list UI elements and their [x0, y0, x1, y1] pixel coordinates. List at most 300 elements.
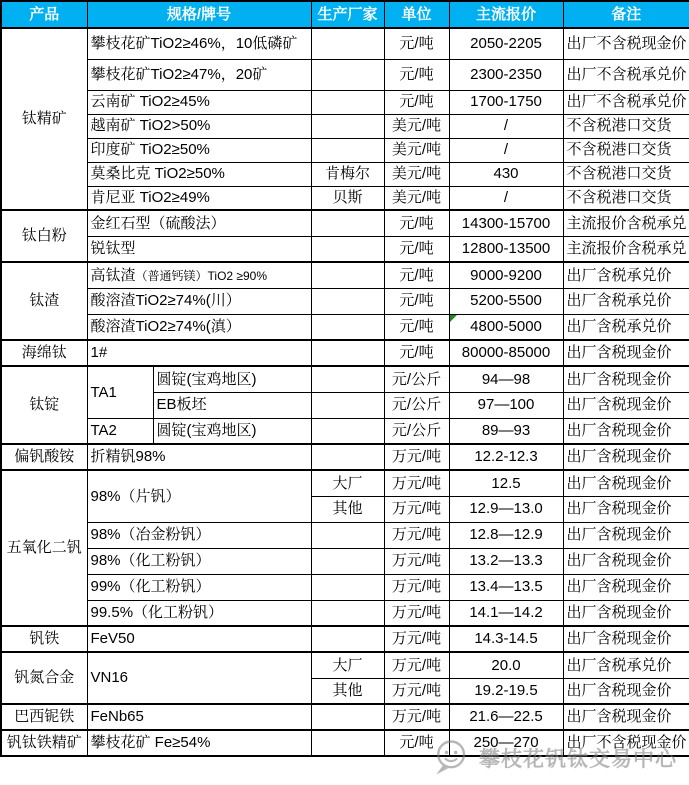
cell-text: 锐钛型 — [90, 240, 136, 258]
cell-producer — [311, 162, 384, 186]
cell-producer — [311, 314, 384, 340]
cell-text: 高钛渣 — [90, 266, 136, 284]
cell-price — [449, 210, 563, 236]
table-row — [1, 114, 689, 138]
cell-unit — [384, 314, 449, 340]
cell-text: 五氧化二钒 — [6, 539, 82, 557]
table-header — [1, 1, 689, 28]
table-row — [1, 704, 689, 730]
cell-producer — [311, 262, 384, 288]
cell-spec — [87, 340, 311, 366]
table-row — [1, 236, 689, 262]
cell-note — [563, 652, 689, 678]
cell-price — [449, 366, 563, 392]
cell-spec — [87, 262, 311, 288]
cell-producer — [311, 138, 384, 162]
col-header-label: 产品 — [29, 5, 60, 23]
cell-text: 钒铁 — [29, 630, 60, 648]
cell-unit — [384, 210, 449, 236]
cell-spec — [87, 314, 311, 340]
cell-text: 万元/吨 — [391, 500, 442, 518]
cell-note — [563, 186, 689, 210]
cell-note — [563, 704, 689, 730]
cell-producer — [311, 652, 384, 678]
cell-text: 98%（冶金粉钒） — [90, 526, 211, 544]
cell-product — [1, 28, 87, 210]
cell-text: 大厂 — [332, 656, 363, 674]
cell-unit — [384, 90, 449, 114]
col-header-product — [1, 1, 87, 28]
cell-text: 13.4—13.5 — [469, 578, 543, 596]
cell-producer — [311, 600, 384, 626]
cell-text: / — [503, 189, 509, 207]
cell-text: 4800-5000 — [470, 318, 542, 336]
cell-note — [563, 470, 689, 496]
cell-text: 肯尼亚 TiO2≥49% — [90, 189, 210, 207]
cell-producer — [311, 548, 384, 574]
cell-text: 出厂含税承兑价 — [566, 656, 672, 674]
cell-spec — [87, 28, 311, 59]
cell-producer — [311, 496, 384, 522]
cell-text: 出厂含税现金价 — [566, 604, 672, 622]
cell-text: 出厂含税现金价 — [566, 422, 672, 440]
cell-text: 美元/吨 — [391, 117, 442, 135]
cell-price — [449, 90, 563, 114]
cell-unit — [384, 340, 449, 366]
cell-text: 攀枝花矿TiO2≥47%，20矿 — [90, 65, 268, 83]
cell-spec-form — [153, 418, 311, 444]
cell-spec — [87, 162, 311, 186]
cell-text: 攀枝花矿TiO2≥46%，10低磷矿 — [90, 35, 298, 53]
cell-product — [1, 470, 87, 626]
cell-product — [1, 262, 87, 340]
cell-text: 酸溶渣TiO2≥74%(滇） — [90, 318, 241, 336]
table-row — [1, 28, 689, 59]
cell-note — [563, 162, 689, 186]
cell-price — [449, 678, 563, 704]
cell-spec — [87, 574, 311, 600]
cell-text: 14.3-14.5 — [474, 630, 538, 648]
cell-text: 出厂不含税现金价 — [566, 35, 687, 53]
cell-text: 酸溶渣TiO2≥74%(川） — [90, 292, 241, 310]
cell-unit — [384, 288, 449, 314]
col-header-label: 主流报价 — [476, 5, 537, 23]
cell-text: 出厂含税现金价 — [566, 708, 672, 726]
cell-spec — [87, 548, 311, 574]
cell-text: 钛精矿 — [21, 110, 67, 128]
cell-text: 97—100 — [477, 396, 535, 414]
col-header-label: 单位 — [401, 5, 432, 23]
cell-text: 元/吨 — [399, 93, 434, 111]
cell-note — [563, 90, 689, 114]
cell-unit — [384, 366, 449, 392]
cell-price — [449, 444, 563, 470]
cell-price — [449, 392, 563, 418]
cell-text: 越南矿 TiO2>50% — [90, 117, 211, 135]
cell-text: 元/吨 — [399, 65, 434, 83]
cell-spec — [87, 210, 311, 236]
cell-price — [449, 418, 563, 444]
cell-price — [449, 522, 563, 548]
cell-text: / — [503, 117, 509, 135]
table-row — [1, 600, 689, 626]
cell-spec — [87, 288, 311, 314]
cell-text: 9000-9200 — [470, 266, 542, 284]
cell-text: 1700-1750 — [470, 93, 542, 111]
cell-text: 美元/吨 — [391, 189, 442, 207]
table-row — [1, 522, 689, 548]
cell-note — [563, 678, 689, 704]
cell-note — [563, 522, 689, 548]
cell-text: 21.6—22.5 — [469, 708, 543, 726]
cell-price — [449, 652, 563, 678]
cell-note — [563, 626, 689, 652]
cell-text: 不含税港口交货 — [566, 141, 672, 159]
cell-text: 攀枝花矿 Fe≥54% — [90, 734, 211, 752]
cell-spec-grade — [87, 418, 153, 444]
cell-text: 出厂含税现金价 — [566, 682, 672, 700]
cell-text: / — [503, 141, 509, 159]
cell-text: 圆锭(宝鸡地区) — [156, 422, 257, 440]
cell-text: 2300-2350 — [470, 65, 542, 83]
cell-price — [449, 704, 563, 730]
cell-text: 98%（化工粉钒） — [90, 552, 211, 570]
cell-text: 元/公斤 — [391, 396, 442, 414]
cell-note — [563, 366, 689, 392]
cell-spec — [87, 522, 311, 548]
cell-text: 80000-85000 — [461, 344, 551, 362]
cell-text: 出厂不含税承兑价 — [566, 65, 687, 83]
cell-price — [449, 730, 563, 756]
table-row — [1, 652, 689, 678]
cell-text: 94—98 — [481, 370, 531, 388]
cell-unit — [384, 262, 449, 288]
table-row — [1, 162, 689, 186]
cell-text: 98%（片钒） — [90, 487, 181, 505]
table-row — [1, 314, 689, 340]
cell-note — [563, 418, 689, 444]
cell-text: 出厂含税现金价 — [566, 578, 672, 596]
cell-text: 出厂含税承兑价 — [566, 266, 672, 284]
cell-text: 金红石型（硫酸法） — [90, 214, 226, 232]
cell-text: 12.2-12.3 — [474, 448, 538, 466]
cell-text: 出厂含税承兑价 — [566, 292, 672, 310]
cell-text: 出厂含税现金价 — [566, 630, 672, 648]
cell-price — [449, 288, 563, 314]
cell-note — [563, 574, 689, 600]
cell-text: 99.5%（化工粉钒） — [90, 604, 224, 622]
cell-text: 出厂含税现金价 — [566, 526, 672, 544]
cell-text: VN16 — [90, 669, 129, 687]
table-row — [1, 340, 689, 366]
cell-text: TA2 — [90, 422, 117, 440]
cell-text: TA1 — [90, 383, 117, 401]
cell-text: 莫桑比克 TiO2≥50% — [90, 165, 225, 183]
cell-unit — [384, 496, 449, 522]
cell-text: 圆锭(宝鸡地区) — [156, 370, 257, 388]
cell-producer — [311, 114, 384, 138]
cell-note — [563, 444, 689, 470]
cell-text: 19.2-19.5 — [474, 682, 538, 700]
cell-spec — [87, 626, 311, 652]
col-header-unit — [384, 1, 449, 28]
cell-spec — [87, 600, 311, 626]
cell-note — [563, 548, 689, 574]
cell-text: 12.5 — [491, 474, 521, 492]
table-row — [1, 210, 689, 236]
cell-price — [449, 28, 563, 59]
cell-producer — [311, 418, 384, 444]
cell-price — [449, 600, 563, 626]
cell-text: 云南矿 TiO2≥45% — [90, 93, 210, 111]
cell-unit — [384, 392, 449, 418]
cell-product — [1, 210, 87, 262]
cell-text: 万元/吨 — [391, 474, 442, 492]
cell-text: 贝斯 — [332, 189, 363, 207]
cell-note — [563, 288, 689, 314]
cell-producer — [311, 288, 384, 314]
cell-text: 12800-13500 — [461, 240, 551, 258]
cell-text: 钛白粉 — [21, 227, 67, 245]
cell-text: 出厂含税承兑价 — [566, 318, 672, 336]
cell-producer — [311, 730, 384, 756]
cell-spec — [87, 59, 311, 90]
cell-text: 万元/吨 — [391, 578, 442, 596]
table-row — [1, 444, 689, 470]
cell-spec-form — [153, 366, 311, 392]
cell-unit — [384, 444, 449, 470]
cell-text: 250—270 — [473, 734, 539, 752]
cell-text: 出厂含税现金价 — [566, 474, 672, 492]
cell-text: 99%（化工粉钒） — [90, 578, 211, 596]
cell-product — [1, 730, 87, 756]
cell-producer — [311, 236, 384, 262]
cell-text: 20.0 — [491, 656, 521, 674]
cell-text: FeV50 — [90, 630, 135, 648]
cell-text: 美元/吨 — [391, 141, 442, 159]
cell-product — [1, 704, 87, 730]
cell-note — [563, 496, 689, 522]
cell-spec — [87, 652, 311, 704]
col-header-label: 备注 — [611, 5, 642, 23]
cell-note — [563, 340, 689, 366]
cell-producer — [311, 704, 384, 730]
cell-text: 万元/吨 — [391, 526, 442, 544]
col-header-note — [563, 1, 689, 28]
cell-text: 元/吨 — [399, 734, 434, 752]
cell-unit — [384, 418, 449, 444]
cell-unit — [384, 28, 449, 59]
cell-unit — [384, 704, 449, 730]
cell-unit — [384, 548, 449, 574]
cell-price — [449, 340, 563, 366]
cell-producer — [311, 444, 384, 470]
cell-text: 巴西铌铁 — [14, 708, 75, 726]
cell-note — [563, 392, 689, 418]
cell-text: 元/吨 — [399, 344, 434, 362]
cell-note — [563, 314, 689, 340]
table-row — [1, 626, 689, 652]
cell-producer — [311, 340, 384, 366]
cell-producer — [311, 574, 384, 600]
col-header-label: 生产厂家 — [317, 5, 378, 23]
cell-text: 2050-2205 — [470, 35, 542, 53]
table-row — [1, 730, 689, 756]
cell-unit — [384, 138, 449, 162]
cell-text: 12.9—13.0 — [469, 500, 543, 518]
cell-unit — [384, 59, 449, 90]
cell-text: 不含税港口交货 — [566, 189, 672, 207]
cell-text: 万元/吨 — [391, 682, 442, 700]
cell-text: 钛锭 — [29, 396, 60, 414]
cell-text: 万元/吨 — [391, 604, 442, 622]
cell-note — [563, 59, 689, 90]
cell-producer — [311, 626, 384, 652]
cell-spec — [87, 704, 311, 730]
table-body — [1, 28, 689, 756]
cell-text: 肯梅尔 — [325, 165, 371, 183]
cell-spec — [87, 444, 311, 470]
cell-text: 不含税港口交货 — [566, 165, 672, 183]
cell-producer — [311, 470, 384, 496]
cell-text-small: （普通钙镁）TiO2 ≥90% — [135, 268, 268, 283]
cell-note — [563, 730, 689, 756]
cell-unit — [384, 114, 449, 138]
cell-price — [449, 236, 563, 262]
cell-product — [1, 340, 87, 366]
cell-price — [449, 470, 563, 496]
header-row — [1, 1, 689, 28]
cell-unit — [384, 600, 449, 626]
cell-producer — [311, 522, 384, 548]
cell-text: 印度矿 TiO2≥50% — [90, 141, 210, 159]
cell-text: 元/吨 — [399, 266, 434, 284]
cell-price — [449, 496, 563, 522]
cell-text: 元/吨 — [399, 318, 434, 336]
col-header-spec — [87, 1, 311, 28]
cell-price — [449, 262, 563, 288]
cell-producer — [311, 28, 384, 59]
table-row — [1, 262, 689, 288]
cell-text: 钒氮合金 — [14, 669, 75, 687]
table-row — [1, 366, 689, 392]
cell-price — [449, 574, 563, 600]
cell-text: 元/公斤 — [391, 422, 442, 440]
cell-text: 美元/吨 — [391, 165, 442, 183]
table-row — [1, 418, 689, 444]
cell-text: 万元/吨 — [391, 448, 442, 466]
cell-text: 其他 — [332, 500, 363, 518]
cell-text: 1# — [90, 344, 108, 362]
cell-text: 万元/吨 — [391, 552, 442, 570]
cell-text: 出厂含税现金价 — [566, 448, 672, 466]
cell-spec — [87, 138, 311, 162]
cell-note — [563, 262, 689, 288]
cell-note — [563, 114, 689, 138]
cell-producer — [311, 59, 384, 90]
cell-product — [1, 366, 87, 444]
cell-text: 元/吨 — [399, 292, 434, 310]
cell-text: 出厂含税现金价 — [566, 344, 672, 362]
cell-text: 出厂不含税承兑价 — [566, 93, 687, 111]
cell-text: 出厂含税现金价 — [566, 370, 672, 388]
cell-text: 12.8—12.9 — [469, 526, 543, 544]
cell-producer — [311, 186, 384, 210]
cell-text: 万元/吨 — [391, 630, 442, 648]
cell-text: 折精钒98% — [90, 448, 166, 466]
cell-text: 钛渣 — [29, 292, 60, 310]
col-header-label: 规格/牌号 — [166, 5, 232, 23]
cell-note — [563, 138, 689, 162]
cell-price — [449, 548, 563, 574]
table-row — [1, 574, 689, 600]
cell-unit — [384, 162, 449, 186]
table-row — [1, 90, 689, 114]
cell-price — [449, 186, 563, 210]
cell-text: 出厂含税现金价 — [566, 500, 672, 518]
table-row — [1, 470, 689, 496]
table-row — [1, 59, 689, 90]
cell-text: 大厂 — [332, 474, 363, 492]
cell-note — [563, 210, 689, 236]
cell-unit — [384, 730, 449, 756]
cell-producer — [311, 392, 384, 418]
cell-text: 出厂含税现金价 — [566, 552, 672, 570]
cell-unit — [384, 652, 449, 678]
cell-text: 其他 — [332, 682, 363, 700]
cell-text: 主流报价含税承兑 — [566, 240, 687, 258]
comment-marker — [450, 315, 457, 322]
cell-text: 万元/吨 — [391, 708, 442, 726]
cell-note — [563, 236, 689, 262]
cell-unit — [384, 678, 449, 704]
cell-text: 89—93 — [481, 422, 531, 440]
cell-unit — [384, 186, 449, 210]
cell-spec-form — [153, 392, 311, 418]
cell-product — [1, 626, 87, 652]
table-row — [1, 186, 689, 210]
cell-text: 海绵钛 — [21, 344, 67, 362]
cell-producer — [311, 366, 384, 392]
table-row — [1, 548, 689, 574]
cell-spec — [87, 470, 311, 522]
cell-price — [449, 314, 563, 340]
cell-spec — [87, 730, 311, 756]
col-header-price — [449, 1, 563, 28]
cell-note — [563, 600, 689, 626]
cell-text: 430 — [493, 165, 519, 183]
cell-text: 不含税港口交货 — [566, 117, 672, 135]
cell-text: 元/吨 — [399, 214, 434, 232]
cell-text: 钒钛铁精矿 — [6, 734, 82, 752]
cell-text: 14300-15700 — [461, 214, 551, 232]
watermark-text: 攀枝花钒钛交易中心 — [479, 748, 677, 771]
cell-text: 出厂不含税现金价 — [566, 734, 687, 752]
cell-price — [449, 626, 563, 652]
cell-unit — [384, 522, 449, 548]
cell-text: 万元/吨 — [391, 656, 442, 674]
cell-spec-grade — [87, 366, 153, 418]
cell-note — [563, 28, 689, 59]
table-row — [1, 138, 689, 162]
cell-spec — [87, 236, 311, 262]
cell-text: 元/公斤 — [391, 370, 442, 388]
cell-price — [449, 59, 563, 90]
cell-producer — [311, 678, 384, 704]
cell-unit — [384, 574, 449, 600]
cell-text: EB板坯 — [156, 396, 207, 414]
cell-unit — [384, 470, 449, 496]
